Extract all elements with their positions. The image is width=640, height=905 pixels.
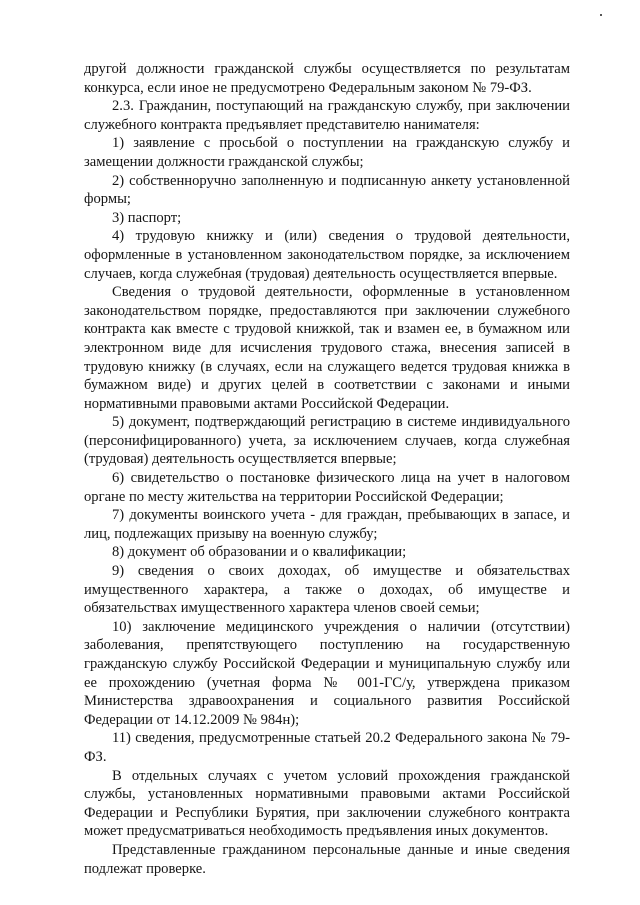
- paragraph-continuation: другой должности гражданской службы осуществляется по результатам конкурса, если иное не предусмотрено Федеральным законом № 79-ФЗ.: [84, 61, 570, 96]
- document-body: [84, 60, 570, 878]
- list-item-8-education: 8) документ об образовании и о квалификации;: [112, 544, 407, 561]
- list-item-2-questionnaire: 2) собственноручно заполненную и подписанную анкету установленной формы;: [84, 172, 570, 208]
- list-item-3-passport: 3) паспорт;: [112, 209, 182, 226]
- list-item-9-income-info: 9) сведения о своих доходах, об имуществе и обязательствах имущественного характера, а также о доходах, об имуществе и обязательствах имущественного характера членов своей семьи;: [84, 563, 570, 617]
- list-item-11-article-20-2: 11) сведения, предусмотренные статьей 20.2 Федерального закона № 79-ФЗ.: [84, 730, 570, 765]
- list-item-10-medical: 10) заключение медицинского учреждения о наличии (отсутствии) заболевания, препятствующего поступлению на государственную гражданскую службу Российской Федерации и муниципальную службу или ее прохождению (учетная форма № 001-ГС/у, утверждена приказом Министерства здравоохранения и социального развития Российской Федерации от 14.12.2009 № 984н);: [84, 618, 570, 728]
- corner-dot-mark: [600, 14, 602, 16]
- paragraph-work-info: Сведения о трудовой деятельности, оформленные в установленном законодательством порядке, предоставляются при заключении служебного контракта как вместе с трудовой книжкой, так и взамен ее, в бумажном или электронном виде для исчисления трудового стажа, внесения записей в трудовую книжку (в случаях, если на служащего ведется трудовая книжка в бумажном виде) и других целей в соответствии с законами и иными нормативными правовыми актами Российской Федерации.: [84, 284, 570, 412]
- list-item-5-registration: 5) документ, подтверждающий регистрацию в системе индивидуального (персонифицированного) учета, за исключением случаев, когда служебная (трудовая) деятельность осуществляется впервые;: [84, 414, 570, 468]
- list-item-6-tax-certificate: 6) свидетельство о постановке физического лица на учет в налоговом органе по месту жительства на территории Российской Федерации;: [84, 470, 570, 505]
- paragraph-other-documents: В отдельных случаях с учетом условий прохождения гражданской службы, установленных нормативными правовыми актами Российской Федерации и Республики Бурятия, при заключении служебного контракта может предусматриваться необходимость предъявления иных документов.: [84, 767, 570, 840]
- list-item-7-military-docs: 7) документы воинского учета - для граждан, пребывающих в запасе, и лиц, подлежащих призыву на военную службу;: [84, 507, 570, 542]
- paragraph-clause-2-3: 2.3. Гражданин, поступающий на гражданскую службу, при заключении служебного контракта предъявляет представителю нанимателя:: [84, 98, 570, 133]
- list-item-1-application: 1) заявление с просьбой о поступлении на гражданскую службу и замещении должности гражданской службы;: [84, 135, 570, 170]
- paragraph-verification: Представленные гражданином персональные данные и иные сведения подлежат проверке.: [84, 841, 570, 877]
- list-item-4-work-book: 4) трудовую книжку и (или) сведения о трудовой деятельности, оформленные в установленном законодательством порядке, за исключением случаев, когда служебная (трудовая) деятельность осуществляется впервые.: [84, 228, 570, 282]
